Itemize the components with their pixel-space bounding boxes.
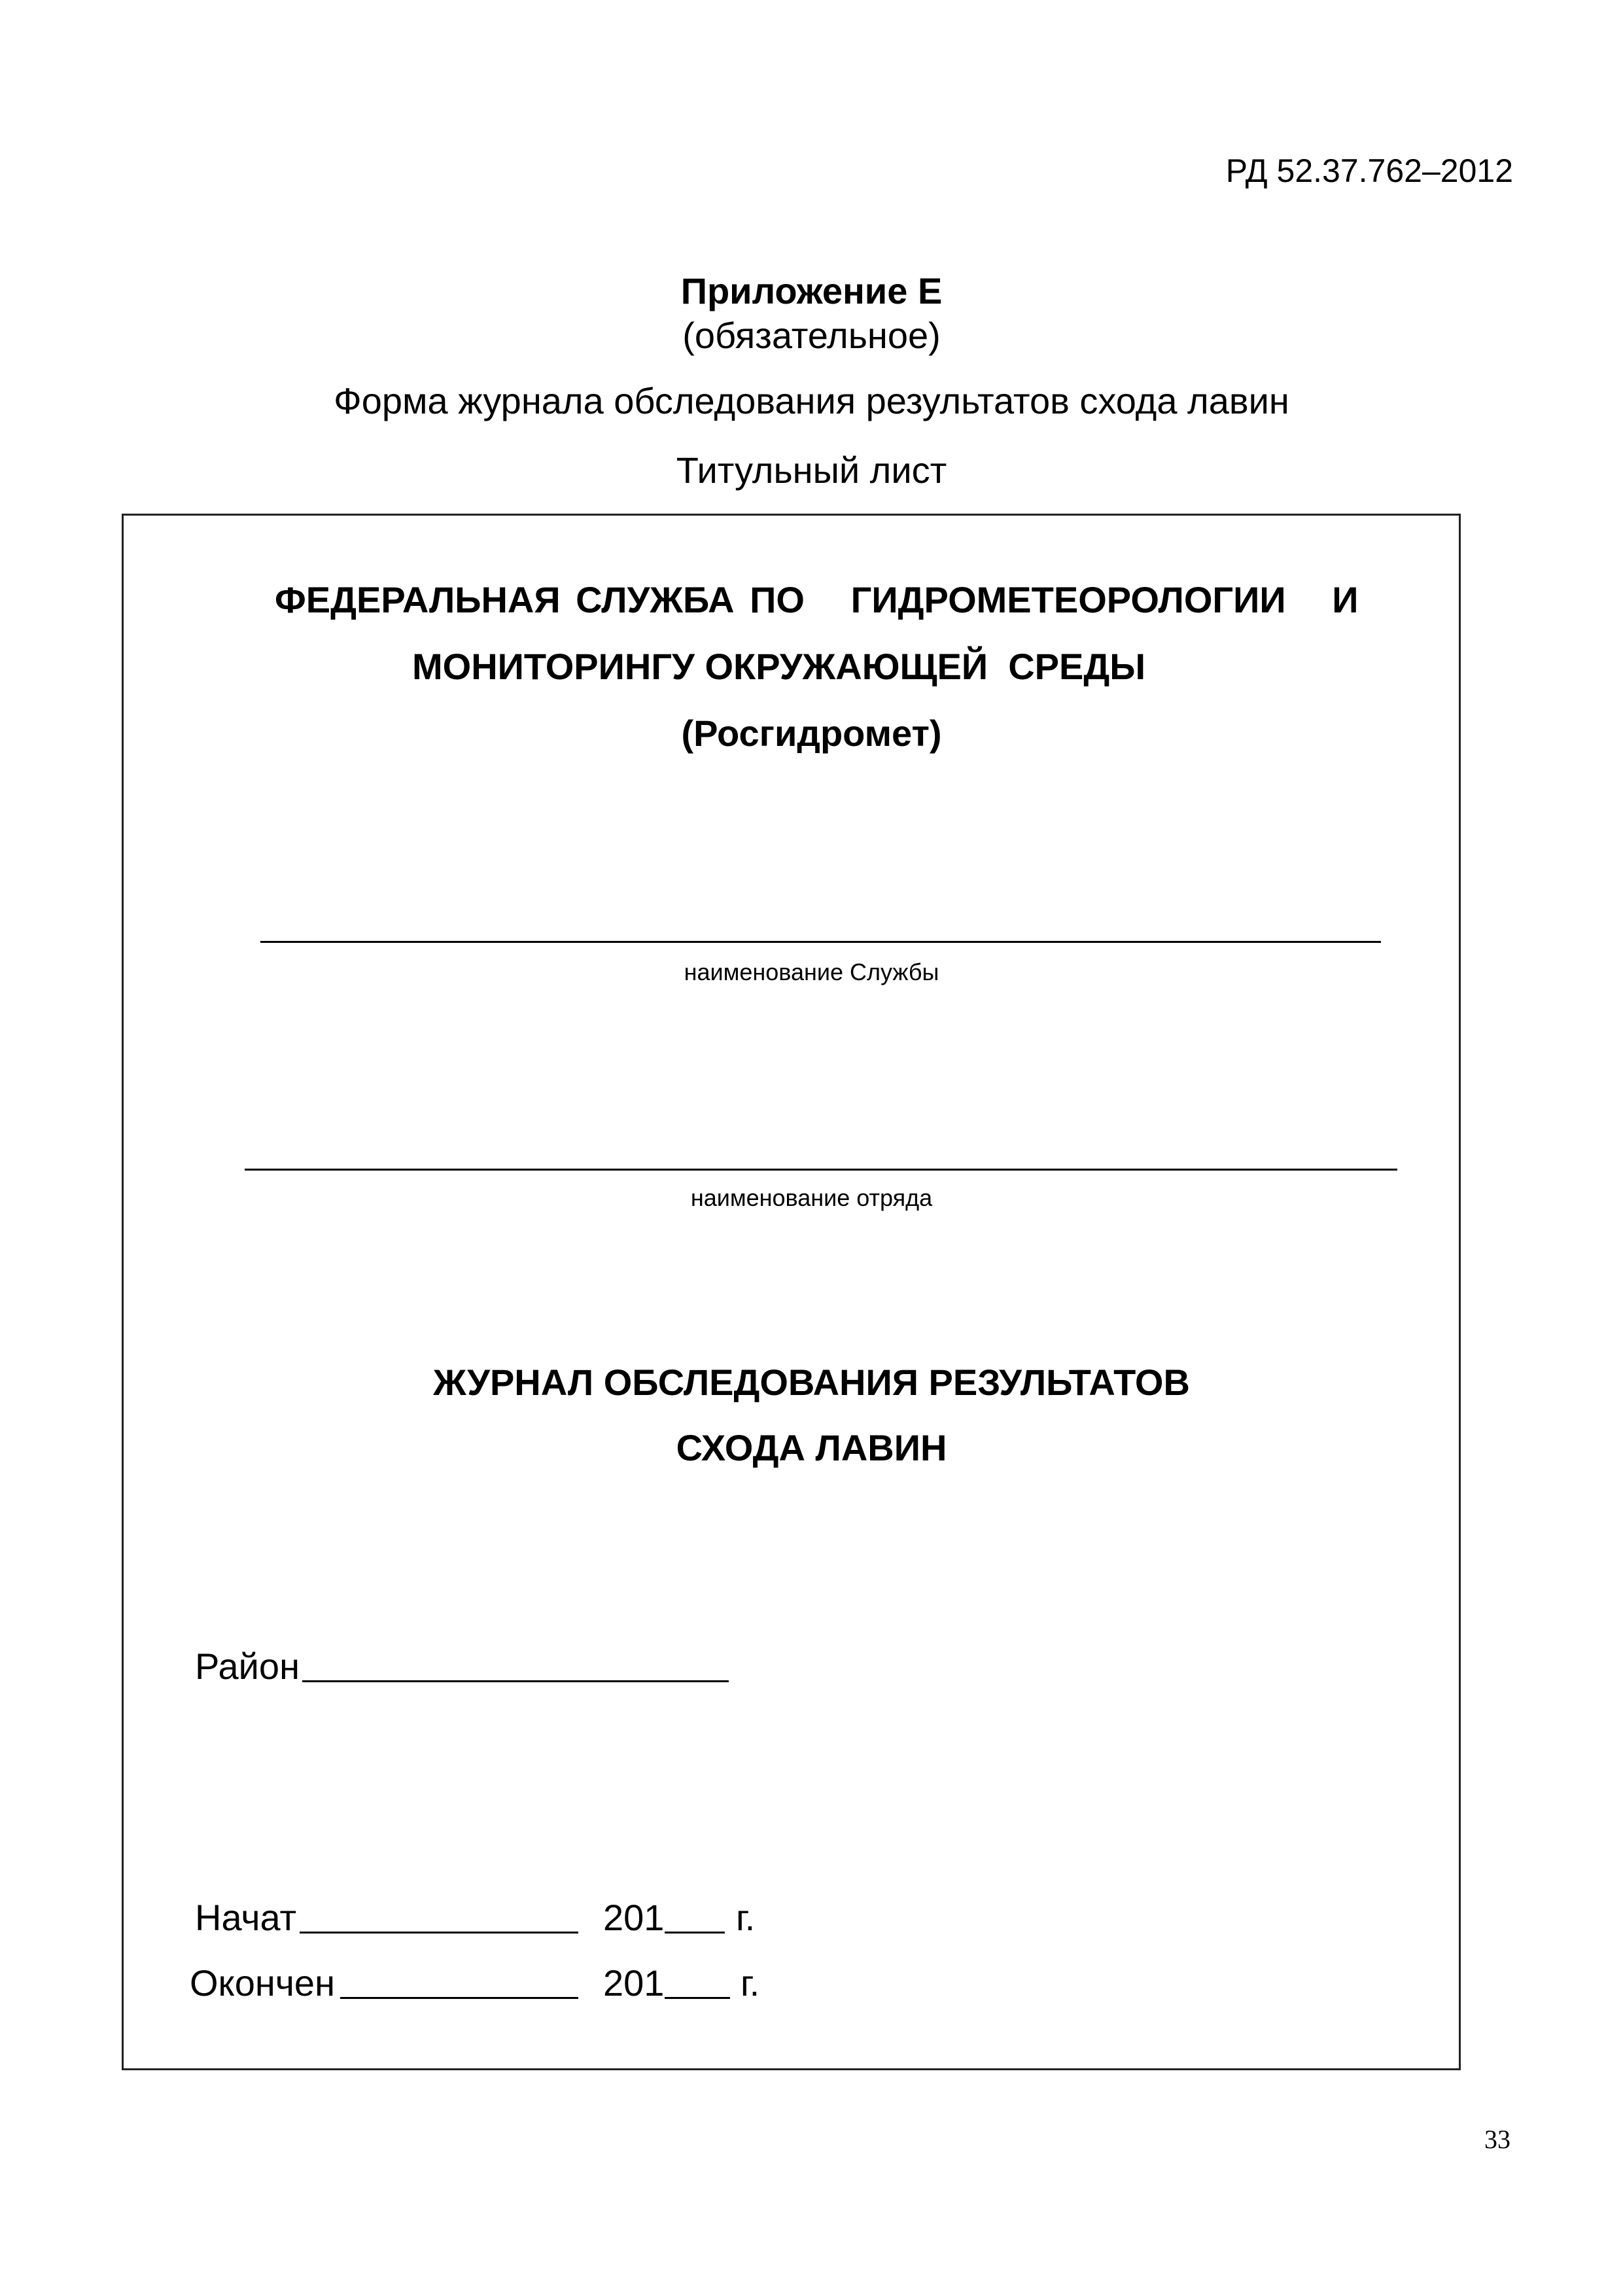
ended-year-unit: г. [741,1962,760,2004]
region-label: Район [195,1646,300,1687]
started-year-prefix: 201 [603,1897,665,1938]
form-title: Форма журнала обследования результатов схода лавин [334,380,1289,421]
ended-date-blank-line[interactable] [340,1997,578,1999]
organization-abbreviation: (Росгидромет) [681,713,942,754]
journal-title-line-2: СХОДА ЛАВИН [676,1427,947,1468]
service-name-blank-line[interactable] [260,941,1381,943]
service-name-caption: наименование Службы [684,959,939,985]
started-label: Начат [195,1897,297,1938]
appendix-title: Приложение Е [680,270,943,311]
organization-name-line-1: ФЕДЕРАЛЬНАЯ СЛУЖБА ПО ГИДРОМЕТЕОРОЛОГИИ И [275,579,1359,620]
ended-label: Окончен [190,1962,336,2004]
ended-year-blank-line[interactable] [665,1997,730,1999]
sheet-title: Титульный лист [676,450,947,491]
squad-name-caption: наименование отряда [690,1184,933,1211]
region-blank-line[interactable] [302,1680,729,1682]
started-date-blank-line[interactable] [300,1932,578,1934]
started-year-blank-line[interactable] [665,1932,725,1934]
document-code: РД 52.37.762–2012 [1225,152,1513,189]
journal-title-line-1: ЖУРНАЛ ОБСЛЕДОВАНИЯ РЕЗУЛЬТАТОВ [433,1362,1190,1403]
page-number: 33 [1484,2125,1510,2154]
appendix-status-note: (обязательное) [682,315,941,356]
organization-name-line-2: МОНИТОРИНГУ ОКРУЖАЮЩЕЙ СРЕДЫ [412,646,1146,687]
squad-name-blank-line[interactable] [245,1169,1397,1171]
ended-year-prefix: 201 [603,1962,665,2004]
started-year-unit: г. [736,1897,756,1938]
